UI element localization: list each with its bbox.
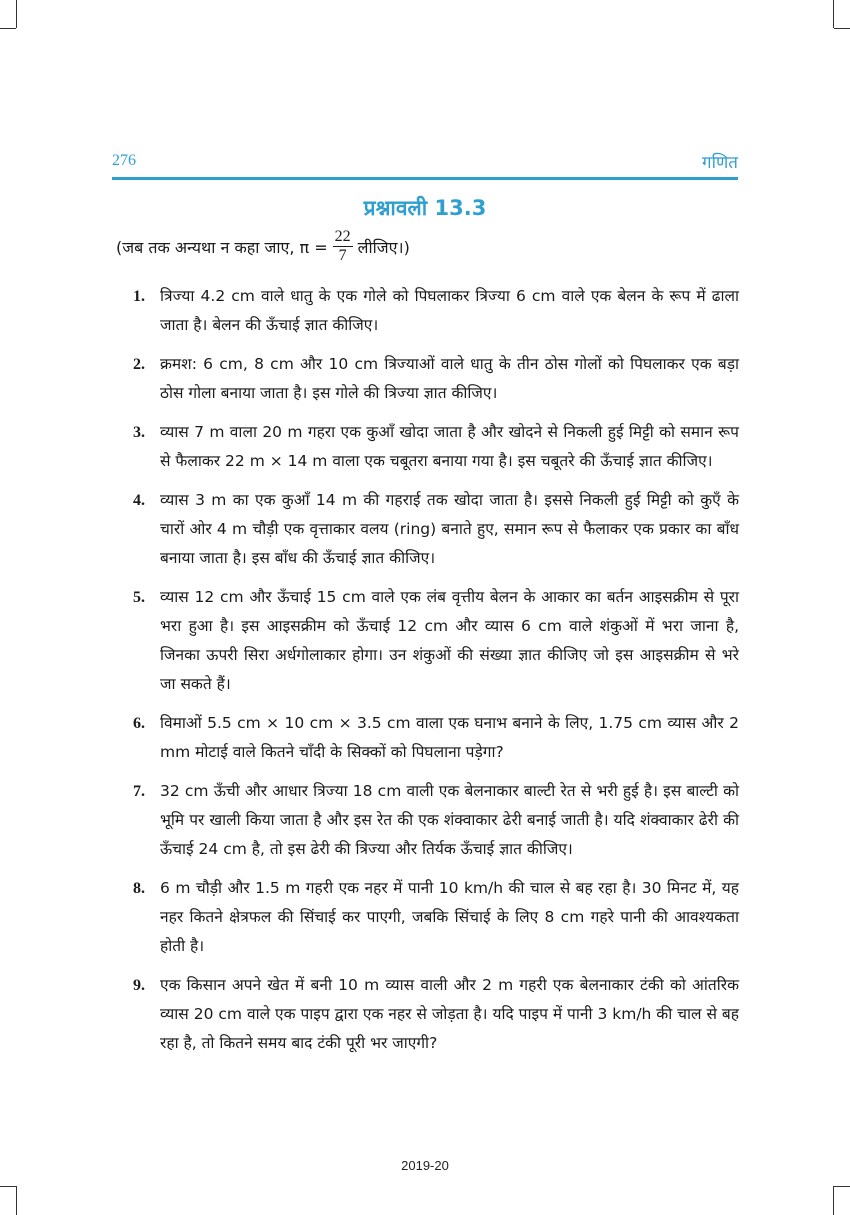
question-item (133, 971, 739, 1058)
crop-mark-top-left (0, 28, 16, 29)
question-number: 8. (133, 880, 145, 897)
intro-text-before: (जब तक अन्यथा न कहा जाए, π = (116, 237, 328, 257)
question-item (133, 874, 739, 961)
question-text: व्यास 12 cm और ऊँचाई 15 cm वाले एक लंब वृत्तीय बेलन के आकार का बर्तन आइसक्रीम से पूरा भरा हुआ है। इस आइसक्रीम को ऊँचाई 12 cm और व्यास 6 cm वाले शंकुओं में भरा जाना है, जिनका ऊपरी सिरा अर्धगोलाकार होगा। उन शंकुओं की संख्या ज्ञात कीजिए जो इस आइसक्रीम से भरे जा सकते हैं। (160, 588, 739, 693)
question-text: त्रिज्या 4.2 cm वाले धातु के एक गोले को पिघलाकर त्रिज्या 6 cm वाले एक बेलन के रूप में ढाला जाता है। बेलन की ऊँचाई ज्ञात कीजिए। (160, 287, 739, 334)
pi-fraction (333, 228, 353, 265)
question-number: 6. (133, 715, 145, 732)
question-list (133, 282, 739, 1058)
question-number: 9. (133, 977, 145, 994)
question-number: 1. (133, 288, 145, 305)
question-item (133, 709, 739, 767)
page-number: 276 (112, 152, 136, 169)
question-text: व्यास 3 m का एक कुआँ 14 m की गहराई तक खोदा जाता है। इससे निकली हुई मिट्टी को कुएँ के चारों ओर 4 m चौड़ी एक वृत्ताकार वलय (ring) बनाते हुए, समान रूप से फैलाकर एक प्रकार का बाँध बनाया जाता है। इस बाँध की ऊँचाई ज्ञात कीजिए। (160, 491, 739, 567)
question-number: 2. (133, 356, 145, 373)
question-text: 32 cm ऊँची और आधार त्रिज्या 18 cm वाली एक बेलनाकार बाल्टी रेत से भरी हुई है। इस बाल्टी को भूमि पर खाली किया जाता है और इस रेत की एक शंक्वाकार ढेरी बनाई जाती है। यदि शंक्वाकार ढेरी की ऊँचाई 24 cm है, तो इस ढेरी की त्रिज्या और तिर्यक ऊँचाई ज्ञात कीजिए। (160, 782, 739, 858)
subject-title: गणित (702, 153, 738, 173)
footer-year: 2019-20 (401, 1158, 449, 1173)
question-number: 3. (133, 424, 145, 441)
question-item (133, 486, 739, 573)
question-item (133, 418, 739, 476)
question-text: क्रमश: 6 cm, 8 cm और 10 cm त्रिज्याओं वाले धातु के तीन ठोस गोलों को पिघलाकर एक बड़ा ठोस गोला बनाया जाता है। इस गोले की त्रिज्या ज्ञात कीजिए। (160, 355, 739, 402)
crop-mark-top-right-vertical (833, 0, 834, 28)
header-rule (112, 177, 738, 180)
intro-text-after: लीजिए।) (357, 237, 410, 257)
crop-mark-bottom-right-vertical (833, 1186, 834, 1215)
question-item (133, 777, 739, 864)
crop-mark-bottom-right (834, 1186, 850, 1187)
crop-mark-bottom-left-vertical (16, 1186, 17, 1215)
question-text: एक किसान अपने खेत में बनी 10 m व्यास वाली और 2 m गहरी एक बेलनाकार टंकी को आंतरिक व्यास 20 cm वाले एक पाइप द्वारा एक नहर से जोड़ता है। यदि पाइप में पानी 3 km/h की चाल से बह रहा है, तो कितने समय बाद टंकी पूरी भर जाएगी? (160, 976, 739, 1052)
intro-note (116, 228, 410, 265)
crop-mark-top-right (834, 28, 850, 29)
question-item (133, 282, 739, 340)
exercise-title: प्रश्नावली 13.3 (363, 196, 487, 220)
pi-denominator: 7 (338, 247, 347, 264)
question-text: व्यास 7 m वाला 20 m गहरा एक कुआँ खोदा जाता है और खोदने से निकली हुई मिट्टी को समान रूप से फैलाकर 22 m × 14 m वाला एक चबूतरा बनाया गया है। इस चबूतरे की ऊँचाई ज्ञात कीजिए। (160, 423, 739, 470)
question-text: 6 m चौड़ी और 1.5 m गहरी एक नहर में पानी 10 km/h की चाल से बह रहा है। 30 मिनट में, यह नहर कितने क्षेत्रफल की सिंचाई कर पाएगी, जबकि सिंचाई के लिए 8 cm गहरे पानी की आवश्यकता होती है। (160, 879, 739, 955)
question-number: 5. (133, 589, 145, 606)
question-number: 4. (133, 492, 145, 509)
question-text: विमाओं 5.5 cm × 10 cm × 3.5 cm वाला एक घनाभ बनाने के लिए, 1.75 cm व्यास और 2 mm मोटाई वाले कितने चाँदी के सिक्कों को पिघलाना पड़ेगा? (160, 714, 739, 761)
crop-mark-top-left-vertical (16, 0, 17, 28)
pi-numerator: 22 (334, 228, 351, 245)
question-item (133, 583, 739, 699)
question-number: 7. (133, 783, 145, 800)
question-item (133, 350, 739, 408)
crop-mark-bottom-left (0, 1186, 16, 1187)
